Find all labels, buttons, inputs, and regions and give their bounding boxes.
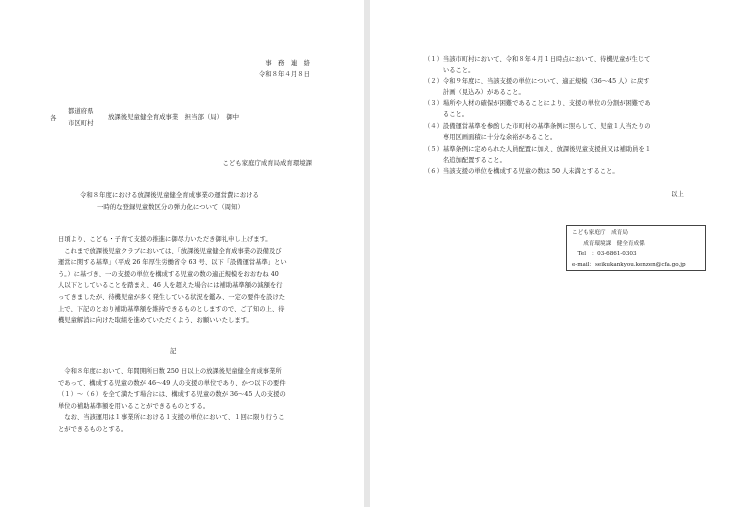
- document-title-line-1: 令和８年度における放課後児童健全育成事業の運営費における: [80, 191, 259, 199]
- requirement-item: （１）当該市町村において、令和８年４月１日時点において、待機児童が生じて いること。: [424, 56, 651, 74]
- requirement-item: （６）当該支援の単位を構成する児童の数は 50 人未満とすること。: [424, 168, 619, 175]
- contact-email: e-mail：seikukankyou.kenzen@cfa.go.jp: [572, 261, 686, 268]
- contact-box: [566, 225, 706, 271]
- requirement-item: （２）令和９年度に、当該支援の単位について、適正規模（36～45 人）に戻す 計画（見込み）があること。: [424, 78, 650, 96]
- closing-ijou: 以上: [671, 190, 684, 198]
- header-label: 事 務 連 絡: [265, 59, 310, 67]
- document-title-line-2: 一時的な登録児童数区分の弾力化について（周知）: [97, 203, 244, 211]
- document-page-right: [370, 0, 734, 507]
- document-date: 令和８年４月８日: [258, 70, 310, 78]
- addressee-line-1: 都道府県: [68, 107, 94, 115]
- requirement-item: （３）場所や人材の確保が困難であることにより、支援の単位の分割が困難であ ること。: [424, 100, 651, 118]
- body-text: 日頃より、こども・子育て支援の推進に御尽力いただき御礼申し上げます。 これまで放課後児童クラブにおいては、「放課後児童健全育成事業の設備及び 運営に関する基準」（平成 26 年厚生労働省令 63 号、以下「設備運営基準」とい う。）に基づき、一の支援の単位を構成する児童の数の適正規模をおおむね 40 人以下としていることを踏まえ、46 人を超えた場合には補助基準額の減額を行 ってきましたが、待機児童が多く発生している状況を鑑み、一定の要件を設けた 上で、下記のとおり補助基準額を維持できるものとしますので、ご了知の上、待 機児童解消に向けた取組を進めていただくよう、お願いいたします。: [58, 236, 287, 325]
- sender: こども家庭庁成育局成育環境課: [222, 159, 312, 167]
- addressee-line-2: 市区町村: [68, 119, 94, 127]
- contact-section: 成育環境課 健全育成係: [572, 240, 645, 247]
- contact-org: こども家庭庁 成育局: [572, 230, 628, 236]
- notes-text: 令和８年度において、年間開所日数 250 日以上の放課後児童健全育成事業所 であって、構成する児童の数が 46～49 人の支援の単位であり、かつ以下の要件 （１）～（６）を全て満たす場合には、構成する児童の数が 36～45 人の支援の 単位の補助基準額を用いることができるものとする。 なお、当該運用は１事業所における１支援の単位において、１回に限り行うこ とができるものとする。: [58, 368, 286, 433]
- requirement-item: （４）設備運営基準を参酌した市町村の基準条例に照らして、児童１人当たりの 専用区画面積に十分な余裕があること。: [424, 123, 651, 141]
- addressee-prefix: 各: [50, 114, 57, 122]
- document-page-left: [0, 0, 364, 507]
- requirement-item: （５）基準条例に定められた人員配置に加え、放課後児童支援員又は補助員を１ 名追加配置すること。: [424, 146, 652, 164]
- addressee-dept: 放課後児童健全育成事業 担当部（局） 御中: [108, 113, 240, 121]
- contact-tel: Tel ：03-6861-0303: [572, 251, 637, 257]
- ki-heading: 記: [170, 347, 177, 355]
